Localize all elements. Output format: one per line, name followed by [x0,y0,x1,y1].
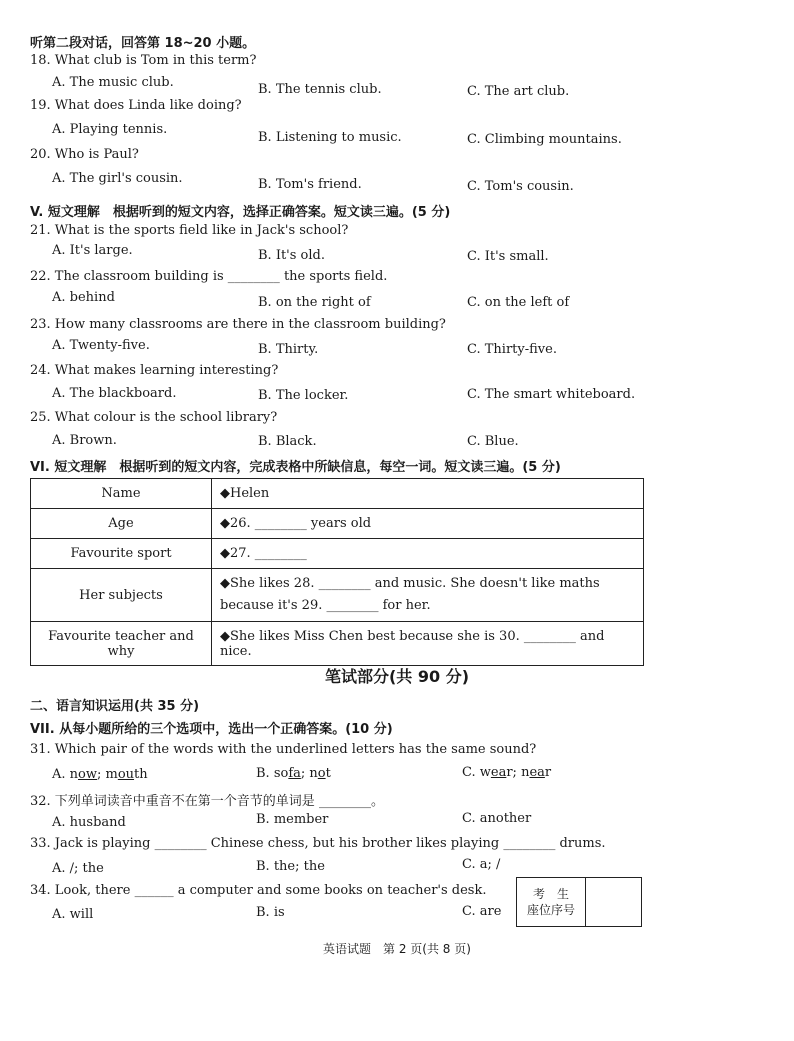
section-intro: 听第二段对话，回答第 18~20 小题。 [30,36,256,51]
question-21-stem: 21. What is the sports field like in Jack's school? [30,223,349,238]
page-footer: 英语试题 第 2 页(共 8 页) [323,942,471,956]
q23-option-c: C. Thirty-five. [467,342,557,357]
question-34-stem: 34. Look, there ______ a computer and some books on teacher's desk. [30,883,487,898]
q22-option-b: B. on the right of [258,295,371,310]
q20-option-a: A. The girl's cousin. [52,171,183,186]
q33-option-a: A. /; the [52,861,104,876]
part-7-heading: VII. 从每小题所给的三个选项中，选出一个正确答案。(10 分) [30,722,393,737]
question-24-stem: 24. What makes learning interesting? [30,363,279,378]
q33-option-c: C. a; / [462,857,501,872]
q32-option-a: A. husband [52,815,126,830]
q25-option-b: B. Black. [258,434,317,449]
q19-option-a: A. Playing tennis. [52,122,168,137]
written-part-title: 笔试部分(共 90 分) [324,667,470,686]
q31-option-b: B. sofa; not [256,766,331,781]
q24-option-b: B. The locker. [258,388,349,403]
table-label-age: Age [31,509,212,539]
question-18-stem: 18. What club is Tom in this term? [30,53,257,68]
table-label-name: Name [31,479,212,509]
table-value-age: ◆26. ________ years old [212,509,644,539]
table-row [31,569,644,622]
q25-option-a: A. Brown. [52,433,117,448]
q23-option-b: B. Thirty. [258,342,319,357]
seat-number-label: 考 生 座位序号 [517,878,586,926]
question-23-stem: 23. How many classrooms are there in the classroom building? [30,317,446,332]
table-label-subjects: Her subjects [31,569,212,622]
table-value-subjects: ◆She likes 28. ________ and music. She doesn't like maths because it's 29. ________ for her. [212,569,644,622]
q18-option-b: B. The tennis club. [258,82,382,97]
part-5-heading: V. 短文理解 根据听到的短文内容，选择正确答案。短文读三遍。(5 分) [30,205,451,220]
seat-number-field[interactable] [586,878,641,926]
q24-option-a: A. The blackboard. [52,386,177,401]
table-row [31,509,644,539]
part-6-heading: VI. 短文理解 根据听到的短文内容，完成表格中所缺信息，每空一词。短文读三遍。(5 分) [30,460,561,475]
table-value-sport: ◆27. ________ [212,539,644,569]
q33-option-b: B. the; the [256,859,325,874]
question-20-stem: 20. Who is Paul? [30,147,139,162]
q32-option-b: B. member [256,812,329,827]
table-value-name: ◆Helen [212,479,644,509]
question-32-stem: 32. 下列单词读音中重音不在第一个音节的单词是 ________。 [30,794,384,809]
q34-option-b: B. is [256,905,285,920]
q25-option-c: C. Blue. [467,434,519,449]
question-33-stem: 33. Jack is playing ________ Chinese chess, but his brother likes playing ________ drums. [30,836,606,851]
q22-option-a: A. behind [52,290,115,305]
q31-option-c: C. wear; near [462,765,552,780]
table-row [31,622,644,666]
info-table [30,478,644,666]
table-value-teacher: ◆She likes Miss Chen best because she is 30. ________ and nice. [212,622,644,666]
q34-option-c: C. are [462,904,502,919]
table-label-teacher: Favourite teacher and why [31,622,212,666]
q20-option-c: C. Tom's cousin. [467,179,574,194]
q21-option-c: C. It's small. [467,249,549,264]
q24-option-c: C. The smart whiteboard. [467,387,636,402]
section-2-heading: 二、语言知识运用(共 35 分) [30,699,200,714]
table-row [31,479,644,509]
q18-option-a: A. The music club. [52,75,174,90]
question-22-stem: 22. The classroom building is ________ the sports field. [30,269,388,284]
q32-option-c: C. another [462,811,532,826]
q22-option-c: C. on the left of [467,295,570,310]
q21-option-b: B. It's old. [258,248,325,263]
seat-number-box [516,877,642,927]
table-label-sport: Favourite sport [31,539,212,569]
table-row [31,539,644,569]
question-25-stem: 25. What colour is the school library? [30,410,278,425]
q34-option-a: A. will [52,907,94,922]
q19-option-c: C. Climbing mountains. [467,132,622,147]
question-19-stem: 19. What does Linda like doing? [30,98,242,113]
q20-option-b: B. Tom's friend. [258,177,362,192]
q23-option-a: A. Twenty-five. [52,338,150,353]
q19-option-b: B. Listening to music. [258,130,402,145]
q31-option-a: A. now; mouth [52,767,148,782]
q21-option-a: A. It's large. [52,243,133,258]
q18-option-c: C. The art club. [467,84,570,99]
question-31-stem: 31. Which pair of the words with the underlined letters has the same sound? [30,742,537,757]
